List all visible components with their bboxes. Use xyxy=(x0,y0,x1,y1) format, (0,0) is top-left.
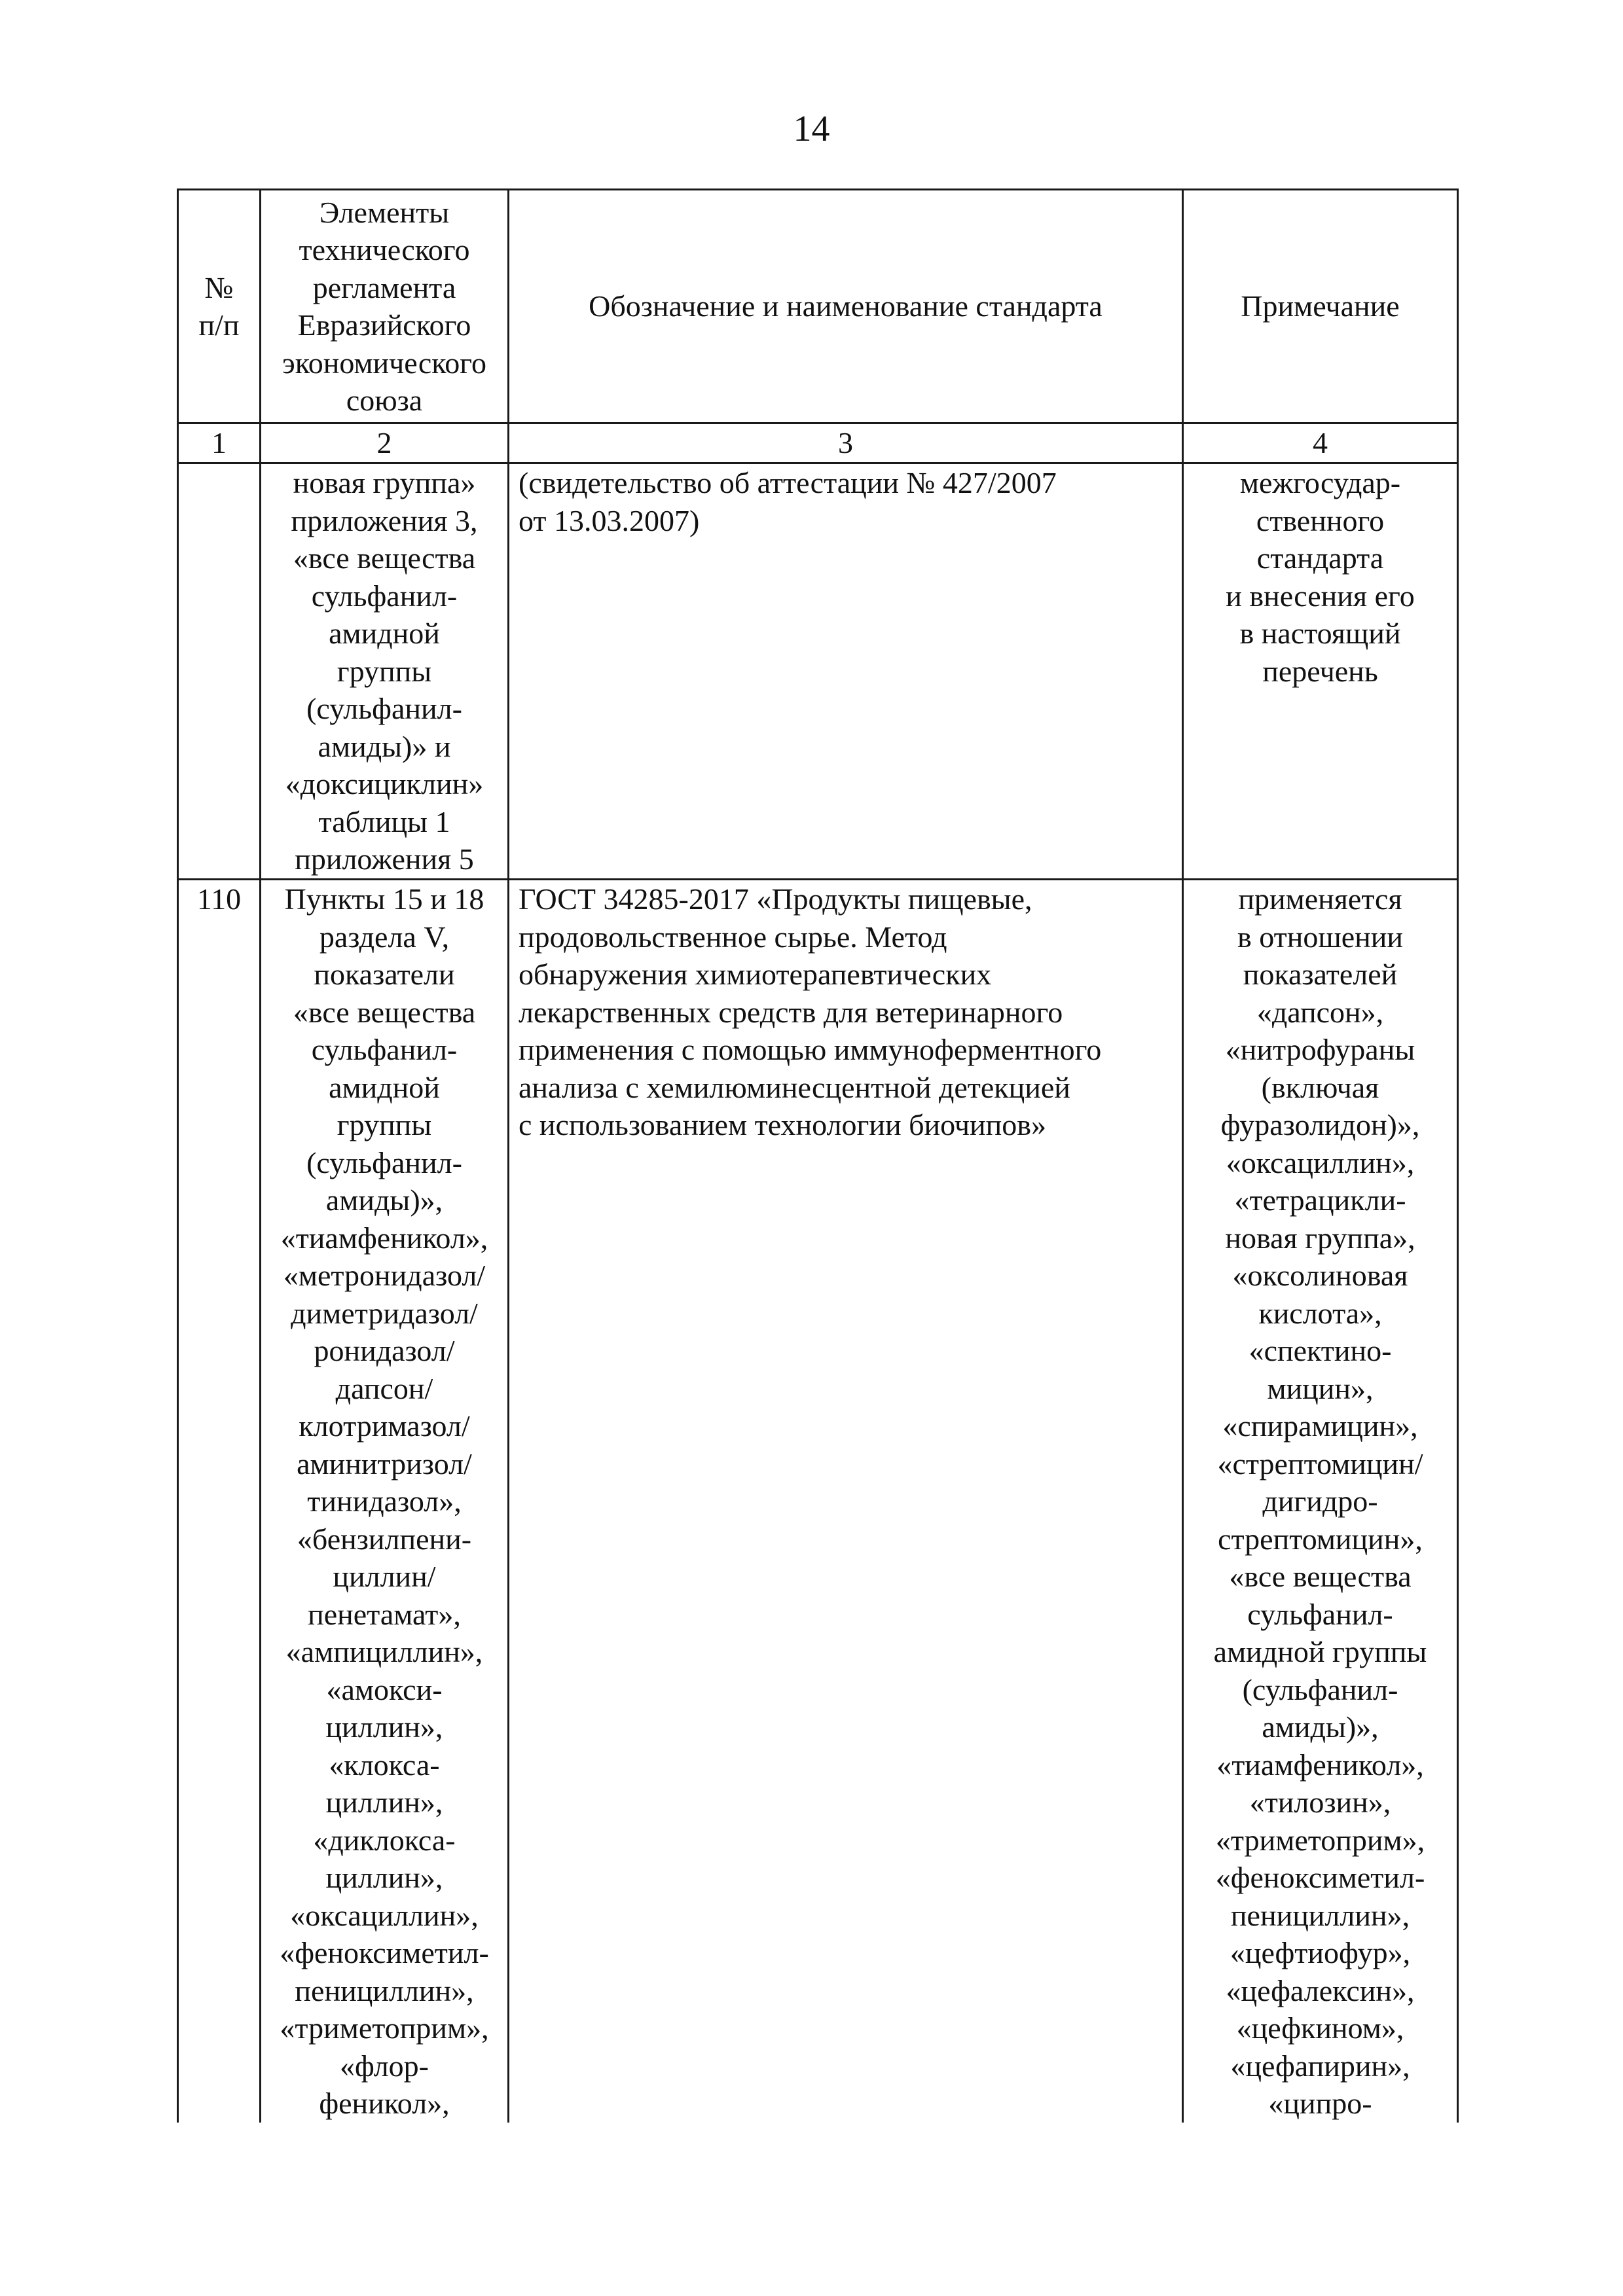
row-number: 110 xyxy=(178,880,261,2123)
column-number: 1 xyxy=(178,423,261,463)
table-header-row xyxy=(178,190,1458,423)
standards-table xyxy=(177,188,1459,2123)
column-number: 2 xyxy=(261,423,509,463)
row-number xyxy=(178,463,261,880)
table-row xyxy=(178,463,1458,880)
row-elements: Пункты 15 и 18 раздела V, показатели «все вещества сульфанил- амидной группы (сульфанил- амиды)», «тиамфеникол», «метронидазол/ диметридазол/ ронидазол/ дапсон/ клотримазол/ аминитризол/ тинидазол», «бензилпени- циллин/ пенетамат», «ампициллин», «амокси- циллин», «клокса- циллин», «диклокса- циллин», «оксациллин», «феноксиметил- пенициллин», «триметоприм», «флор- феникол», xyxy=(261,880,509,2123)
column-number: 3 xyxy=(509,423,1183,463)
row-standard: (свидетельство об аттестации № 427/2007 от 13.03.2007) xyxy=(509,463,1183,880)
row-standard: ГОСТ 34285-2017 «Продукты пищевые, продовольственное сырье. Метод обнаружения химиотерапевтических лекарственных средств для ветеринарного применения с помощью иммуноферментного анализа с хемилюминесцентной детекцией с использованием технологии биочипов» xyxy=(509,880,1183,2123)
table-row xyxy=(178,880,1458,2123)
header-note: Примечание xyxy=(1183,190,1458,423)
header-standard: Обозначение и наименование стандарта xyxy=(509,190,1183,423)
row-note: применяется в отношении показателей «дапсон», «нитрофураны (включая фуразолидон)», «оксациллин», «тетрацикли- новая группа», «оксолиновая кислота», «спектино- мицин», «спирамицин», «стрептомицин/ дигидро- стрептомицин», «все вещества сульфанил- амидной группы (сульфанил- амиды)», «тиамфеникол», «тилозин», «триметоприм», «феноксиметил- пенициллин», «цефтиофур», «цефалексин», «цефкином», «цефапирин», «ципро- xyxy=(1183,880,1458,2123)
column-number-row xyxy=(178,423,1458,463)
row-elements: новая группа» приложения 3, «все вещества сульфанил- амидной группы (сульфанил- амиды)» и «доксициклин» таблицы 1 приложения 5 xyxy=(261,463,509,880)
page-number: 14 xyxy=(793,109,830,149)
header-number: № п/п xyxy=(178,190,261,423)
column-number: 4 xyxy=(1183,423,1458,463)
row-note: межгосудар- ственного стандарта и внесения его в настоящий перечень xyxy=(1183,463,1458,880)
header-elements: Элементы технического регламента Евразийского экономического союза xyxy=(261,190,509,423)
